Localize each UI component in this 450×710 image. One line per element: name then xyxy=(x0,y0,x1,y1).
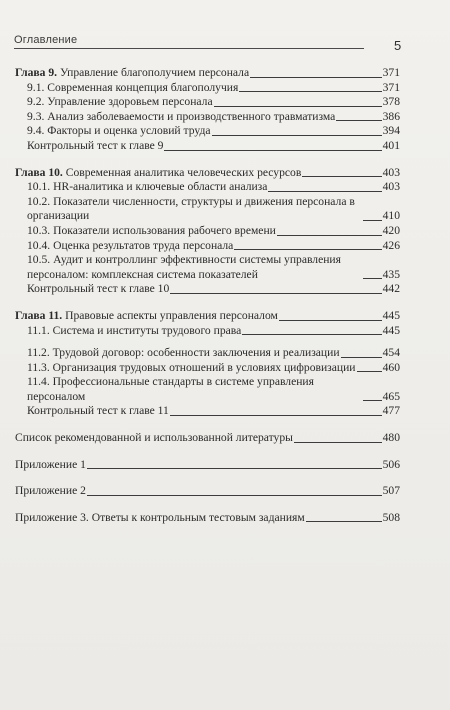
page-ref: 507 xyxy=(382,484,400,498)
leader-dots xyxy=(268,191,381,192)
toc-entry-text: 9.2. Управление здоровьем персонала xyxy=(27,95,213,109)
chapter-title: Современная аналитика человеческих ресурсов xyxy=(65,165,302,179)
toc-entry-appendix-2[interactable] xyxy=(15,484,400,499)
toc-entry-text: 11.1. Система и институты трудового права xyxy=(27,323,242,337)
page-ref: 477 xyxy=(382,404,400,418)
toc-entry-9-3[interactable] xyxy=(15,110,400,125)
toc-entry-text: 9.4. Факторы и оценка условий труда xyxy=(27,124,211,138)
chapter-10-group xyxy=(15,166,400,297)
chapter-label: Глава 11. xyxy=(15,308,63,322)
toc-entry-text: 10.5. Аудит и контроллинг эффективности системы управления персоналом: комплексная система показателей xyxy=(27,253,341,281)
chapter-label: Глава 9. xyxy=(15,66,58,79)
leader-dots xyxy=(363,278,382,279)
toc-entry-text xyxy=(15,309,278,324)
leader-dots xyxy=(294,442,382,443)
leader-dots xyxy=(306,521,382,522)
toc-entry-text: Приложение 3. Ответы к контрольным тестовым заданиям xyxy=(15,510,305,524)
toc-entry-text: Контрольный тест к главе 11 xyxy=(27,404,169,418)
leader-dots xyxy=(341,357,382,358)
toc-entry-10-5[interactable] xyxy=(15,253,400,282)
page-ref: 508 xyxy=(382,510,400,524)
page-ref: 394 xyxy=(382,124,400,138)
toc-entry-11-3[interactable] xyxy=(15,361,400,376)
page-ref: 386 xyxy=(382,109,400,123)
leader-dots xyxy=(363,400,382,401)
toc-entry-text: 10.1. HR-аналитика и ключевые области анализа xyxy=(27,180,268,194)
page-ref: 435 xyxy=(382,267,400,281)
leader-dots xyxy=(170,415,382,416)
leader-dots xyxy=(214,106,382,107)
page-ref: 454 xyxy=(382,346,400,360)
toc-entry-10-3[interactable] xyxy=(15,224,400,239)
toc-entry-text: 9.1. Современная концепция благополучия xyxy=(27,80,239,94)
leader-dots xyxy=(336,120,381,121)
toc-entry-11-2[interactable] xyxy=(15,346,400,361)
toc-entry-chapter-11[interactable] xyxy=(15,309,400,324)
toc-entry-9-4[interactable] xyxy=(15,124,400,139)
toc-entry-text: 10.3. Показатели использования рабочего времени xyxy=(27,223,276,237)
leader-dots xyxy=(164,150,381,151)
page-ref: 460 xyxy=(382,360,400,374)
toc-entry-chapter-9[interactable] xyxy=(15,66,400,81)
toc-entry-bibliography[interactable] xyxy=(15,431,400,446)
page-ref: 371 xyxy=(382,66,400,79)
leader-dots xyxy=(212,135,382,136)
toc-entry-10-4[interactable] xyxy=(15,239,400,254)
leader-dots xyxy=(170,293,381,294)
page-ref: 445 xyxy=(382,323,400,337)
toc-entry-11-1[interactable] xyxy=(15,324,400,339)
toc-entry-9-1[interactable] xyxy=(15,81,400,96)
leader-dots xyxy=(87,495,382,496)
toc-entry-9-2[interactable] xyxy=(15,95,400,110)
page-ref: 445 xyxy=(382,308,400,322)
toc-entry-text: Приложение 1 xyxy=(15,457,86,471)
toc-entry-text: Контрольный тест к главе 10 xyxy=(27,282,170,296)
toc-entry-test-10[interactable] xyxy=(15,282,400,297)
toc-entry-text: 10.2. Показатели численности, структуры и движения персонала в организации xyxy=(27,194,355,223)
page-ref: 506 xyxy=(382,457,400,471)
page-ref: 465 xyxy=(382,389,400,403)
toc-entry-test-11[interactable] xyxy=(15,404,400,419)
leader-dots xyxy=(277,235,382,236)
toc-entry-chapter-10[interactable] xyxy=(15,166,400,181)
page-ref: 403 xyxy=(382,165,400,179)
toc-entry-10-1[interactable] xyxy=(15,180,400,195)
chapter-label: Глава 10. xyxy=(15,165,63,179)
toc-entry-text: Приложение 2 xyxy=(15,484,86,498)
page-ref: 401 xyxy=(382,138,400,152)
leader-dots xyxy=(357,371,382,372)
toc-entry-text: Список рекомендованной и использованной литературы xyxy=(15,431,293,445)
toc-entry-text xyxy=(15,66,249,81)
toc-entry-text: 11.4. Профессиональные стандарты в системе управления персоналом xyxy=(27,375,314,403)
toc-entry-text: 10.4. Оценка результатов труда персонала xyxy=(27,238,234,252)
chapter-title: Управление благополучием персонала xyxy=(59,66,250,79)
page-ref: 371 xyxy=(382,80,400,94)
chapter-11-group xyxy=(15,309,400,419)
page-ref: 410 xyxy=(382,209,400,223)
page-ref: 426 xyxy=(382,238,400,252)
toc-entry-text: 11.3. Организация трудовых отношений в условиях цифровизации xyxy=(27,360,356,374)
toc-entry-text: Контрольный тест к главе 9 xyxy=(27,138,164,152)
leader-dots xyxy=(250,77,382,78)
leader-dots xyxy=(239,91,381,92)
page-ref: 442 xyxy=(382,282,400,296)
leader-dots xyxy=(363,220,382,221)
chapter-9-group xyxy=(15,66,400,154)
leader-dots xyxy=(302,176,381,177)
toc-entry-text: 11.2. Трудовой договор: особенности заключения и реализации xyxy=(27,346,340,360)
toc-entry-test-9[interactable] xyxy=(15,139,400,154)
page-ref: 480 xyxy=(382,431,400,445)
running-head-title: Оглавление xyxy=(14,34,364,49)
page-number: 5 xyxy=(394,38,402,53)
page-ref: 403 xyxy=(382,180,400,194)
page-ref: 420 xyxy=(382,223,400,237)
chapter-title: Правовые аспекты управления персоналом xyxy=(65,308,278,322)
toc-entry-appendix-1[interactable] xyxy=(15,458,400,473)
leader-dots xyxy=(234,249,381,250)
leader-dots xyxy=(87,468,382,469)
toc-entry-text: 9.3. Анализ заболеваемости и производственного травматизма xyxy=(27,109,336,123)
leader-dots xyxy=(242,334,381,335)
toc-entry-appendix-3[interactable] xyxy=(15,511,400,526)
leader-dots xyxy=(279,320,382,321)
toc-entry-10-2[interactable] xyxy=(15,195,400,224)
page-ref: 378 xyxy=(382,95,400,109)
toc-entry-11-4[interactable] xyxy=(15,375,400,404)
toc-entry-text xyxy=(15,166,301,181)
table-of-contents xyxy=(15,66,400,537)
